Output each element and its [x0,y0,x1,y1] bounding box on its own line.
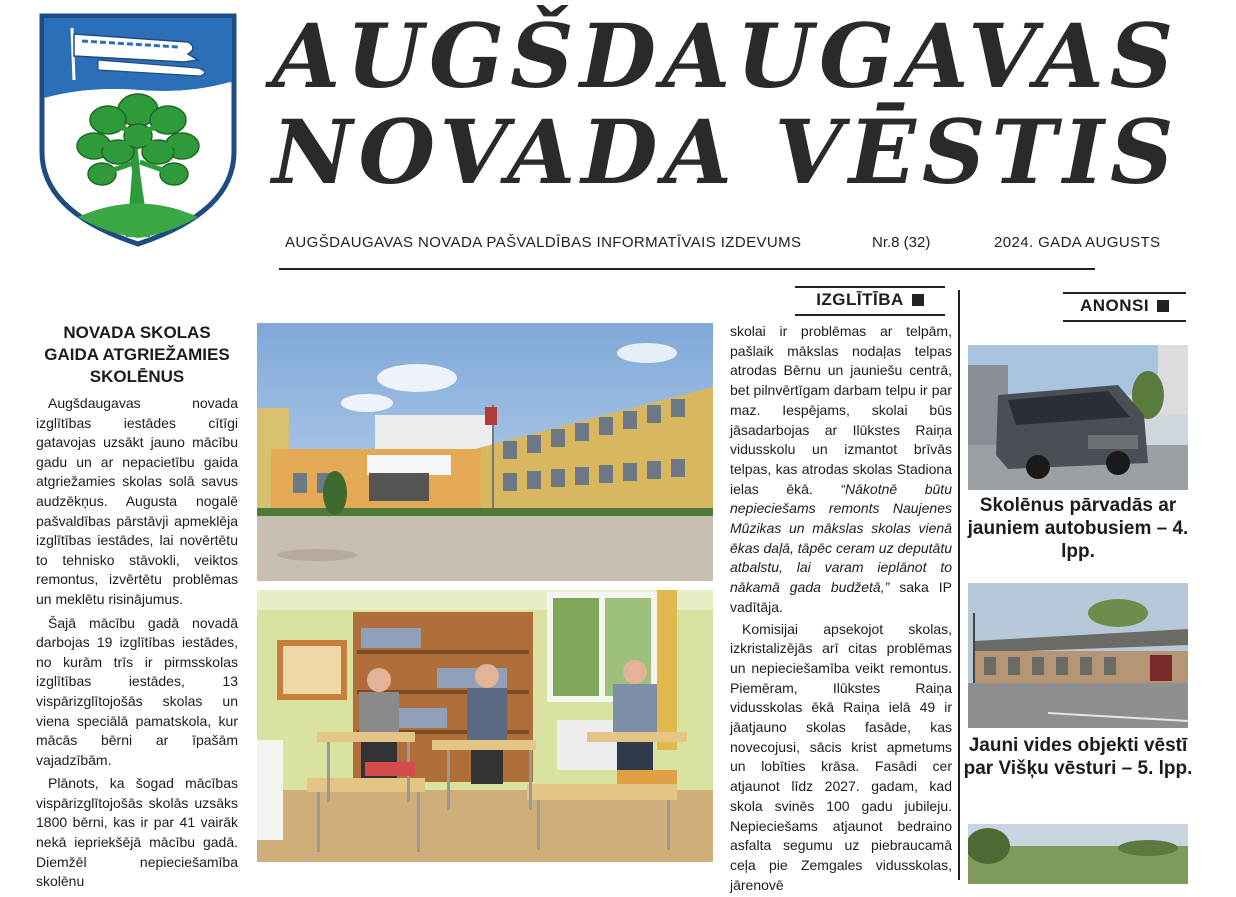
article-column-1 [36,322,238,896]
article-text: saka IP vadītāja. [730,579,952,615]
historic-building-photo[interactable] [968,583,1188,728]
coat-of-arms-icon [38,12,238,248]
masthead-title [272,0,1202,204]
masthead-title-line2: NOVADA VĒSTIS [272,100,1180,204]
article-paragraph: Komisijai apsekojot skolas, izkristalizējās arī citas problēmas un nepieciešamība veikt remontus. Piemēram, Ilūkstes Raiņa vidusskolas ēkā Raiņa ielā 49 ir jāatjauno skolas fasāde, kas novecojusi, sācis krist apmetums un lobīties krāsa. Fasādi cer atjaunot līdz 2027. gadam, kad skola svinēs 100 gadu jubileju. Nepieciešams atjaunot bedraino asfalta segumu uz piebraucamā ceļa pie Zemgales vidusskolas, jārenovē [730,620,952,893]
announcement-caption-history[interactable]: Jauni vides objekti vēstī par Višķu vēsturi – 5. lpp. [963,735,1193,779]
article-text: skolai ir problēmas ar telpām, pašlaik mākslas nodaļas telpas atrodas Bērnu un jauniešu centrā, bet pilnvērtīgam darbam telpu ir par maz. Iespējams, skolai būs jāsadarbojas ar Ilūkstes Raiņa vidusskolu un izmantot brīvās telpas, kas atrodas skolas Stadiona ielas ēkā. [730,323,952,497]
announcement-caption-bus[interactable]: Skolēnus pārvadās ar jauniem autobusiem – 4. lpp. [967,495,1189,562]
field-photo[interactable] [968,824,1188,884]
article-paragraph [730,322,952,618]
article-headline: NOVADA SKOLAS GAIDA ATGRIEŽAMIES SKOLĒNUS [44,323,230,386]
article-paragraph: Plānots, ka šogad mācības vispārizglītojošās skolās uzsāks 1800 bērni, kas ir par 41 vairāk nekā iepriekšējā mācību gadā. Diemžēl nepieciešamība skolēnu [36,775,238,890]
section-tag-announcements-label: ANONSI [1079,296,1150,315]
masthead-title-line1: AUGŠDAUGAVAS [272,4,1180,108]
black-square-icon [1157,300,1169,312]
classroom-photo [257,590,713,862]
issue-date: 2024. GADA AUGUSTS [994,234,1161,251]
article-paragraph: Šajā mācību gadā novadā darbojas 19 izglītības iestādes, no kurām trīs ir pirmsskolas izglītības iestādes, 13 vispārizglītojošās skolas un viena speciālā pamatskola, kur mācās bērni ar īpašām vajadzībām. [36,614,238,768]
bus-photo[interactable] [968,345,1188,490]
masthead-divider [279,268,1095,270]
masthead-subtitle: AUGŠDAUGAVAS NOVADA PAŠVALDĪBAS INFORMATĪVAIS IZDEVUMS [285,234,802,251]
article-paragraph: Augšdaugavas novada izglītības iestādes cītīgi gatavojas uzsākt jauno mācību gadu un ar nepacietību gaida atgriežamies skolas solā savus audzēkņus. Augusta nogalē pašvaldības pārstāvji apmeklēja izglītības iestādes, lai novērtētu to tehnisko stāvokli, veiktos remontus, izvērtētu problēmas un meklētu risinājumus. [36,395,238,607]
school-building-photo [257,323,713,581]
column-divider [958,290,960,880]
section-tag-announcements [1063,292,1186,322]
article-quote: “Nākotnē būtu nepieciešams remonts Naujenes Mūzikas un mākslas skolas vienā ēkas daļā, tāpēc ceram uz deputātu atbalstu, lai varam ieplānot to nākamā gada budžetā,” [730,480,952,596]
black-square-icon [912,294,924,306]
section-tag-education [795,286,945,316]
section-tag-education-label: IZGLĪTĪBA [816,290,904,309]
article-column-3 [730,322,952,897]
issue-number: Nr.8 (32) [872,234,931,251]
